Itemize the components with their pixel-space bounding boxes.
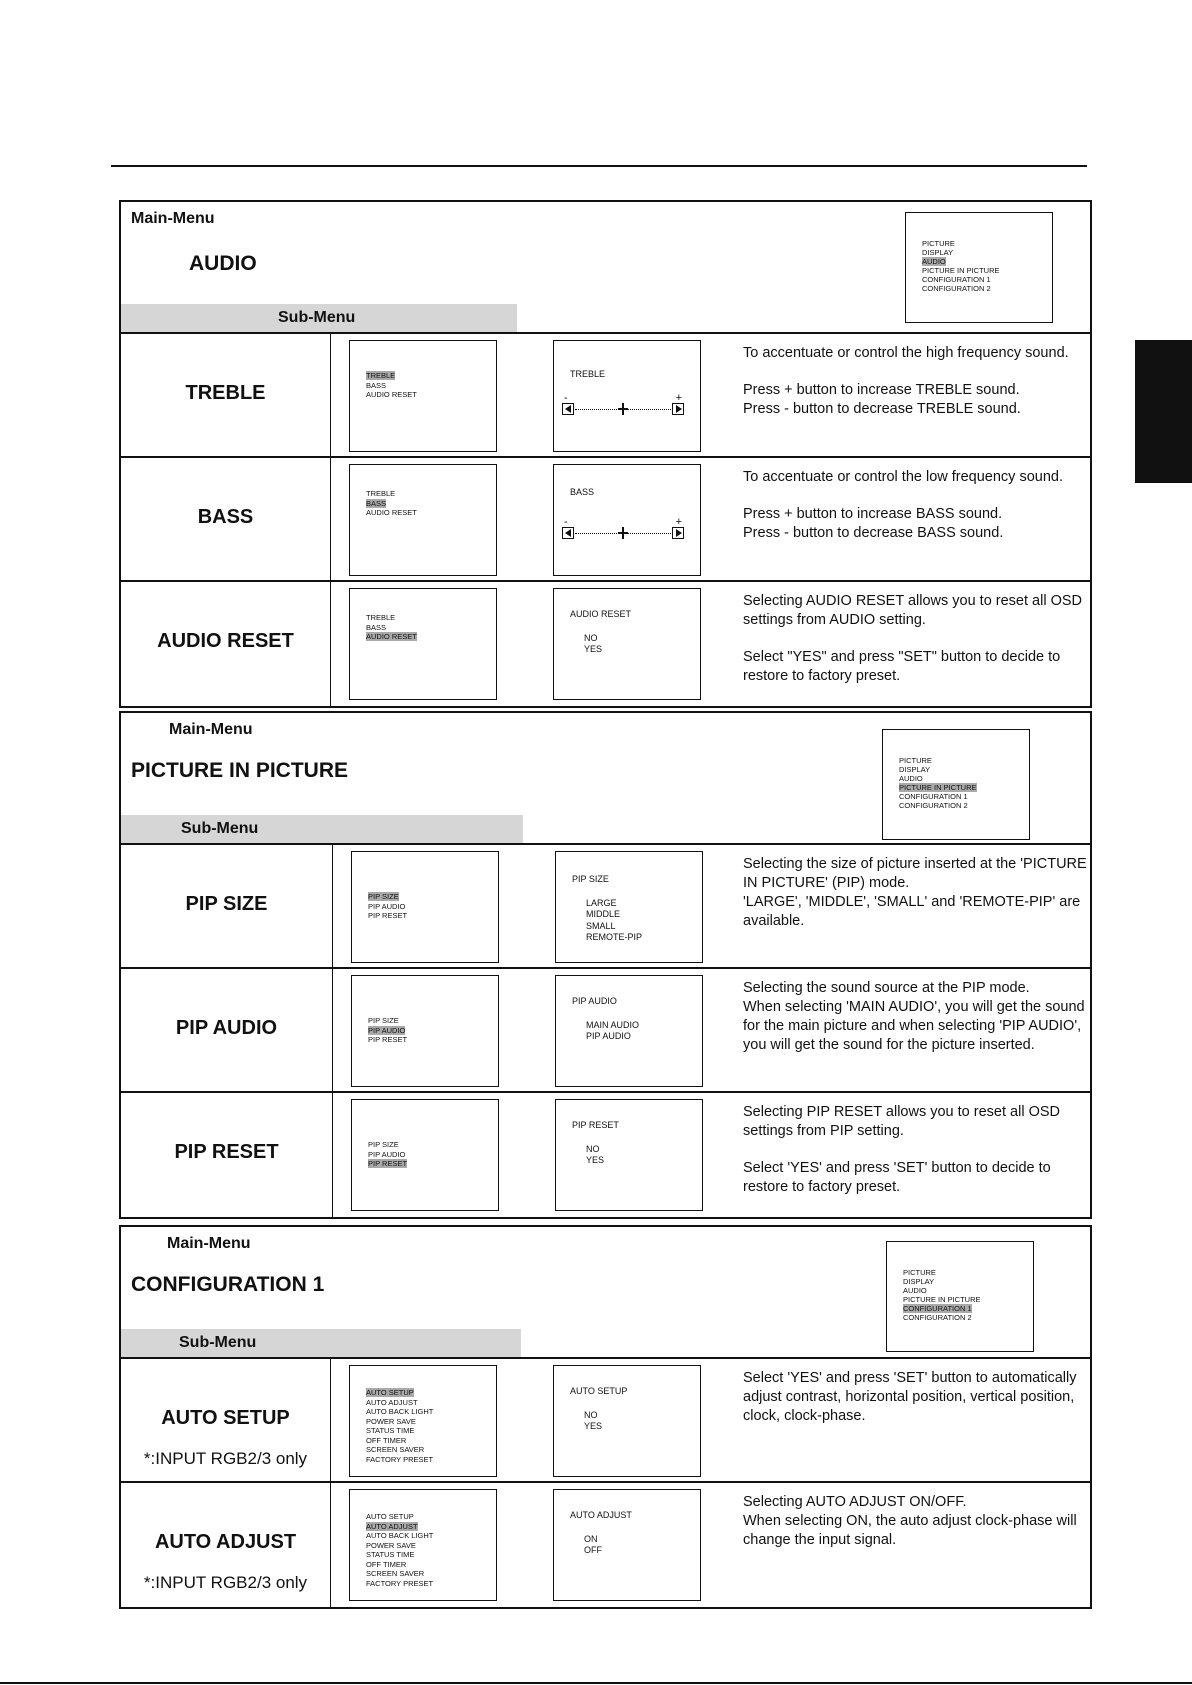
section-configuration-1 bbox=[119, 1225, 1092, 1609]
osd-item: STATUS TIME bbox=[366, 1426, 415, 1435]
row-description bbox=[743, 592, 1088, 704]
osd-item: POWER SAVE bbox=[366, 1416, 416, 1426]
osd-option[interactable]: NO bbox=[584, 1409, 598, 1420]
osd-item: PIP AUDIO bbox=[368, 1149, 406, 1159]
row-name-text: AUTO SETUP bbox=[161, 1407, 290, 1429]
osd-item: PIP AUDIO bbox=[368, 901, 406, 911]
section-header bbox=[121, 202, 1090, 334]
osd-item: POWER SAVE bbox=[366, 1540, 416, 1550]
main-menu-item: AUDIO bbox=[903, 1286, 927, 1295]
osd-option[interactable]: ON bbox=[584, 1533, 598, 1544]
osd-item: STATUS TIME bbox=[366, 1550, 415, 1559]
osd-submenu-box bbox=[351, 851, 499, 963]
row-audio-reset bbox=[121, 582, 1090, 706]
arrow-left-icon bbox=[562, 403, 574, 415]
section-picture-in-picture bbox=[119, 711, 1092, 1219]
level-slider[interactable] bbox=[562, 392, 684, 417]
description-paragraph: To accentuate or control the low frequency sound. bbox=[743, 469, 1063, 485]
main-menu-item: AUDIO bbox=[899, 774, 923, 783]
osd-submenu-box bbox=[349, 588, 497, 700]
osd-option[interactable]: YES bbox=[586, 1155, 605, 1165]
description-paragraph: To accentuate or control the high frequency sound. bbox=[743, 345, 1069, 361]
osd-item: FACTORY PRESET bbox=[366, 1578, 434, 1588]
slider-plus: + bbox=[675, 392, 682, 404]
osd-option[interactable]: MAIN AUDIO bbox=[586, 1019, 640, 1030]
osd-setting-title: TREBLE bbox=[570, 369, 606, 379]
osd-item: TREBLE bbox=[366, 613, 396, 622]
chapter-tab bbox=[1135, 340, 1192, 483]
sub-menu-label: Sub-Menu bbox=[278, 309, 356, 326]
main-menu-label: Main-Menu bbox=[169, 721, 253, 738]
osd-option[interactable]: YES bbox=[584, 644, 603, 654]
osd-item bbox=[366, 371, 496, 381]
osd-setting-box bbox=[555, 975, 703, 1087]
osd-item-selected: AUTO SETUP bbox=[366, 1388, 414, 1397]
osd-setting-title: AUTO ADJUST bbox=[570, 1510, 632, 1520]
osd-option[interactable]: NO bbox=[586, 1143, 600, 1154]
main-menu-label: Main-Menu bbox=[167, 1235, 251, 1252]
arrow-right-icon bbox=[672, 403, 684, 415]
osd-item bbox=[366, 499, 496, 509]
row-pip-audio bbox=[121, 969, 1090, 1093]
row-auto-setup bbox=[121, 1359, 1090, 1483]
osd-item: PIP RESET bbox=[368, 911, 408, 920]
main-menu-item: CONFIGURATION 1 bbox=[922, 275, 991, 284]
row-bass bbox=[121, 458, 1090, 582]
osd-item: AUDIO RESET bbox=[366, 390, 417, 399]
slider-minus: - bbox=[564, 516, 568, 528]
top-rule bbox=[111, 165, 1087, 167]
row-description bbox=[743, 979, 1088, 1073]
osd-item bbox=[368, 1159, 498, 1169]
osd-item: PIP SIZE bbox=[368, 1016, 399, 1025]
osd-item: OFF TIMER bbox=[366, 1435, 407, 1445]
osd-setting-title: AUDIO RESET bbox=[570, 609, 632, 619]
osd-item: BASS bbox=[366, 622, 387, 632]
row-name bbox=[121, 845, 333, 967]
main-menu-item: CONFIGURATION 2 bbox=[899, 801, 968, 810]
osd-submenu-box bbox=[351, 975, 499, 1087]
sub-menu-label: Sub-Menu bbox=[181, 820, 259, 837]
row-pip-reset bbox=[121, 1093, 1090, 1217]
row-name bbox=[121, 969, 333, 1091]
row-description bbox=[743, 468, 1088, 561]
row-treble bbox=[121, 334, 1090, 458]
osd-item: PIP RESET bbox=[368, 1035, 408, 1044]
osd-setting-title: PIP AUDIO bbox=[572, 996, 617, 1006]
main-menu-box bbox=[886, 1241, 1034, 1352]
osd-setting-box bbox=[553, 464, 701, 576]
osd-submenu-box bbox=[349, 1489, 497, 1601]
main-menu-item: DISPLAY bbox=[922, 248, 954, 257]
row-description bbox=[743, 1103, 1088, 1215]
osd-item bbox=[366, 1522, 496, 1532]
osd-option[interactable]: LARGE bbox=[586, 897, 617, 908]
osd-setting-title: AUTO SETUP bbox=[570, 1386, 628, 1396]
row-name-text: BASS bbox=[197, 506, 254, 528]
row-name bbox=[121, 334, 331, 456]
osd-item: FACTORY PRESET bbox=[366, 1454, 434, 1464]
osd-item-selected: PIP SIZE bbox=[368, 892, 399, 901]
osd-item bbox=[366, 632, 496, 642]
osd-item-selected: TREBLE bbox=[366, 371, 396, 380]
osd-option[interactable]: REMOTE-PIP bbox=[586, 932, 643, 942]
main-menu-item: PICTURE bbox=[922, 239, 955, 248]
osd-item: AUTO BACK LIGHT bbox=[366, 1531, 434, 1540]
osd-setting-box bbox=[553, 1489, 701, 1601]
osd-item: BASS bbox=[366, 380, 387, 390]
main-menu-item: PICTURE bbox=[903, 1268, 936, 1277]
description-paragraph: Selecting PIP RESET allows you to reset all OSD settings from PIP setting. bbox=[743, 1104, 1060, 1139]
row-description bbox=[743, 1493, 1088, 1568]
osd-item-selected: AUTO ADJUST bbox=[366, 1521, 418, 1531]
main-menu-item-selected: PICTURE IN PICTURE bbox=[899, 783, 977, 792]
osd-setting-box bbox=[553, 1365, 701, 1477]
description-paragraph: Selecting the sound source at the PIP mode. When selecting 'MAIN AUDIO', you will get the sound for the main picture and when selecting 'PIP AUDIO', you will get the sound for the picture inserted. bbox=[743, 980, 1085, 1053]
osd-submenu-box bbox=[349, 1365, 497, 1477]
row-pip-size bbox=[121, 845, 1090, 969]
osd-option[interactable]: NO bbox=[584, 632, 598, 643]
row-name-text: PIP RESET bbox=[174, 1141, 279, 1163]
slider-minus: - bbox=[564, 392, 568, 404]
osd-setting-title: BASS bbox=[570, 487, 595, 497]
row-name bbox=[121, 1093, 333, 1217]
osd-setting-box bbox=[553, 588, 701, 700]
main-menu-item: PICTURE IN PICTURE bbox=[903, 1295, 981, 1304]
main-menu-label: Main-Menu bbox=[131, 210, 215, 227]
main-menu-item: CONFIGURATION 2 bbox=[903, 1313, 972, 1322]
arrow-left-icon bbox=[562, 527, 574, 539]
row-description bbox=[743, 855, 1088, 949]
main-menu-item bbox=[899, 783, 1029, 792]
main-menu-item: DISPLAY bbox=[899, 765, 931, 774]
osd-item-selected: PIP RESET bbox=[368, 1159, 408, 1168]
level-slider[interactable] bbox=[562, 516, 684, 541]
row-name bbox=[121, 458, 331, 580]
osd-setting-title: PIP SIZE bbox=[572, 874, 609, 884]
osd-item: OFF TIMER bbox=[366, 1559, 407, 1569]
main-menu-item-selected: CONFIGURATION 1 bbox=[903, 1304, 972, 1313]
section-header bbox=[121, 1227, 1090, 1359]
osd-item bbox=[368, 892, 498, 902]
osd-item: AUDIO RESET bbox=[366, 508, 417, 517]
osd-setting-box bbox=[553, 340, 701, 452]
osd-item-selected: AUDIO RESET bbox=[366, 632, 417, 641]
description-paragraph: Select "YES" and press "SET" button to decide to restore to factory preset. bbox=[743, 649, 1061, 684]
main-menu-item: CONFIGURATION 2 bbox=[922, 284, 991, 293]
description-paragraph: Press + button to increase TREBLE sound. Press - button to decrease TREBLE sound. bbox=[743, 382, 1021, 417]
osd-submenu-box bbox=[349, 340, 497, 452]
description-paragraph: Select 'YES' and press 'SET' button to automatically adjust contrast, horizontal position, vertical position, clock, clock-phase. bbox=[743, 1370, 1077, 1424]
description-paragraph: Selecting AUTO ADJUST ON/OFF. When selecting ON, the auto adjust clock-phase will change the input signal. bbox=[743, 1494, 1077, 1548]
section-title: CONFIGURATION 1 bbox=[131, 1273, 325, 1296]
osd-item-selected: BASS bbox=[366, 498, 387, 508]
main-menu-item-selected: AUDIO bbox=[922, 257, 946, 266]
row-note: *:INPUT RGB2/3 only bbox=[143, 1573, 308, 1592]
section-audio bbox=[119, 200, 1092, 708]
row-note: *:INPUT RGB2/3 only bbox=[143, 1449, 308, 1468]
osd-setting-box bbox=[555, 851, 703, 963]
section-header bbox=[121, 713, 1090, 845]
row-name-text: AUDIO RESET bbox=[157, 630, 294, 652]
description-paragraph: Selecting AUDIO RESET allows you to reset all OSD settings from AUDIO setting. bbox=[743, 593, 1083, 628]
description-paragraph: Select 'YES' and press 'SET' button to decide to restore to factory preset. bbox=[743, 1160, 1051, 1195]
slider-knob[interactable] bbox=[622, 527, 624, 539]
osd-item: SCREEN SAVER bbox=[366, 1445, 425, 1454]
slider-knob[interactable] bbox=[622, 403, 624, 415]
osd-setting-box bbox=[555, 1099, 703, 1211]
osd-item: PIP SIZE bbox=[368, 1140, 399, 1149]
section-title: PICTURE IN PICTURE bbox=[131, 759, 349, 782]
bottom-rule bbox=[0, 1682, 1192, 1684]
osd-submenu-box bbox=[351, 1099, 499, 1211]
main-menu-item bbox=[922, 257, 1052, 266]
sub-menu-bar bbox=[121, 815, 523, 843]
osd-option[interactable]: OFF bbox=[584, 1545, 602, 1555]
sub-menu-bar bbox=[121, 304, 517, 332]
main-menu-item: PICTURE bbox=[899, 756, 932, 765]
sub-menu-bar bbox=[121, 1329, 521, 1357]
osd-option[interactable]: SMALL bbox=[586, 920, 616, 931]
row-description bbox=[743, 344, 1088, 437]
osd-option[interactable]: PIP AUDIO bbox=[586, 1031, 631, 1041]
main-menu-item: DISPLAY bbox=[903, 1277, 935, 1286]
description-paragraph: Selecting the size of picture inserted at the 'PICTURE IN PICTURE' (PIP) mode. 'LARGE', 'MIDDLE', 'SMALL' and 'REMOTE-PIP' are available. bbox=[743, 856, 1087, 929]
row-name-text: TREBLE bbox=[185, 382, 266, 404]
osd-item bbox=[368, 1026, 498, 1036]
row-name-text: AUTO ADJUST bbox=[154, 1531, 297, 1553]
osd-item: AUTO SETUP bbox=[366, 1512, 414, 1521]
osd-item: SCREEN SAVER bbox=[366, 1569, 425, 1578]
row-auto-adjust bbox=[121, 1483, 1090, 1607]
slider-plus: + bbox=[675, 516, 682, 528]
osd-item: TREBLE bbox=[366, 489, 396, 498]
osd-setting-title: PIP RESET bbox=[572, 1120, 619, 1130]
osd-option[interactable]: YES bbox=[584, 1421, 603, 1431]
row-description bbox=[743, 1369, 1088, 1444]
main-menu-item bbox=[903, 1304, 1033, 1313]
osd-item: AUTO BACK LIGHT bbox=[366, 1407, 434, 1416]
description-paragraph: Press + button to increase BASS sound. Press - button to decrease BASS sound. bbox=[743, 506, 1004, 541]
row-name-text: PIP AUDIO bbox=[175, 1017, 278, 1039]
row-name bbox=[121, 582, 331, 706]
row-name bbox=[121, 1483, 331, 1607]
main-menu-box bbox=[905, 212, 1053, 323]
osd-item bbox=[366, 1388, 496, 1398]
osd-submenu-box bbox=[349, 464, 497, 576]
osd-item-selected: PIP AUDIO bbox=[368, 1025, 406, 1035]
section-title: AUDIO bbox=[189, 252, 257, 275]
arrow-right-icon bbox=[672, 527, 684, 539]
row-name-text: PIP SIZE bbox=[185, 893, 268, 915]
osd-option[interactable]: MIDDLE bbox=[586, 909, 621, 919]
main-menu-item: CONFIGURATION 1 bbox=[899, 792, 968, 801]
main-menu-box bbox=[882, 729, 1030, 840]
osd-item: AUTO ADJUST bbox=[366, 1397, 418, 1407]
main-menu-item: PICTURE IN PICTURE bbox=[922, 266, 1000, 275]
row-name bbox=[121, 1359, 331, 1481]
sub-menu-label: Sub-Menu bbox=[179, 1334, 257, 1351]
